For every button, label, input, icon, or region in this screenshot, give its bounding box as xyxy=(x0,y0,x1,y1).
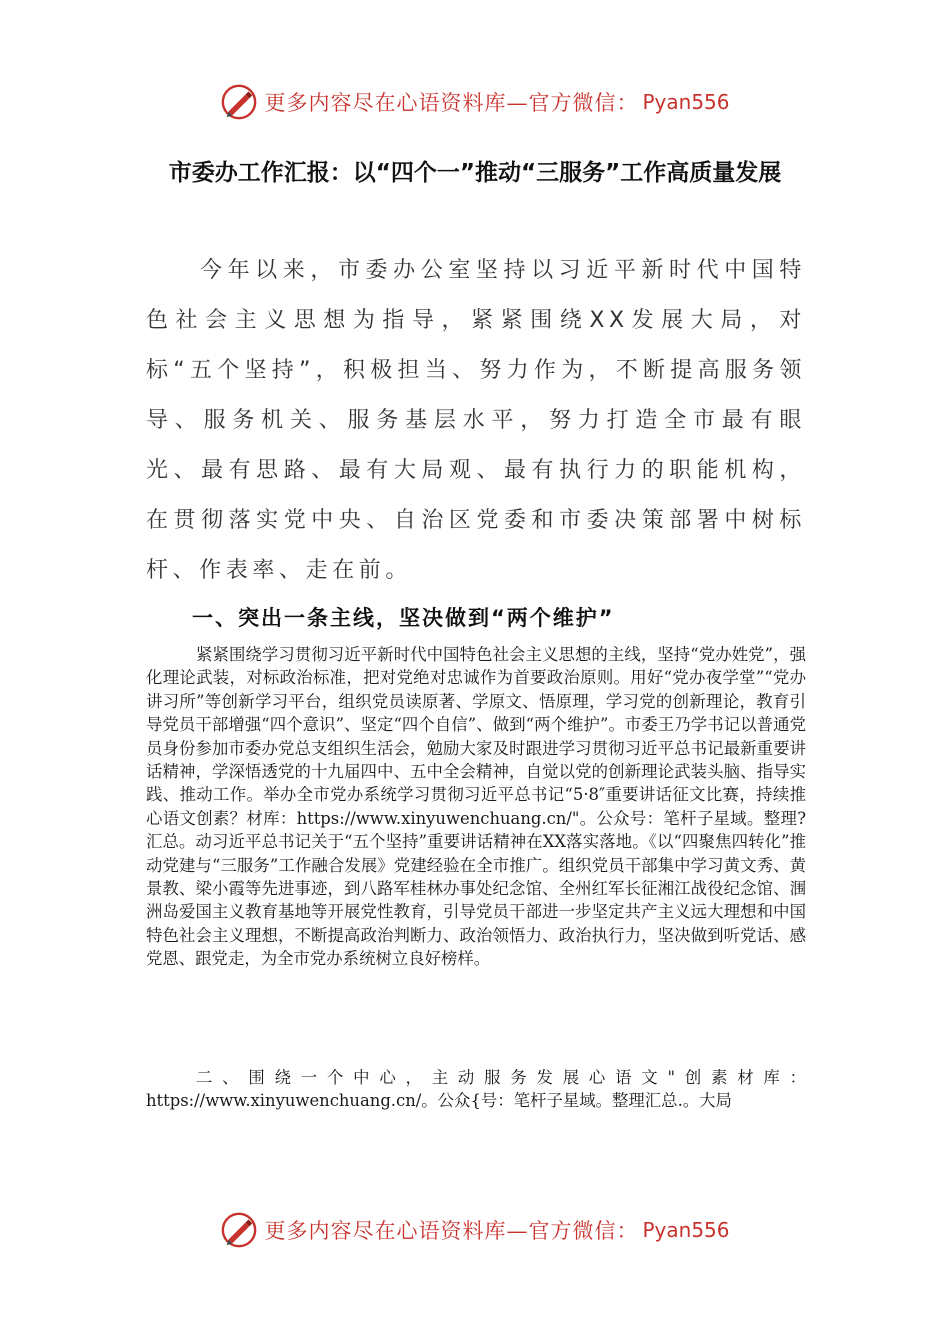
watermark-banner-top xyxy=(0,80,950,124)
section-2-paragraph: 二、围绕一个中心，主动服务发展心语文"创素材库：https://www.xinyuwenchuang.cn/。公众{号：笔杆子星域。整理汇总.。大局 xyxy=(146,1068,806,1111)
banner-text: 更多内容尽在心语资料库—官方微信： xyxy=(264,1219,639,1243)
pen-logo-icon xyxy=(220,1211,258,1249)
pen-logo-icon xyxy=(220,83,258,121)
watermark-banner-bottom xyxy=(0,1208,950,1252)
banner-handle: Pyan556 xyxy=(642,1218,730,1242)
intro-paragraph: 今年以来，市委办公室坚持以习近平新时代中国特色社会主义思想为指导，紧紧围绕XX发展大局，对标“五个坚持”，积极担当、努力作为，不断提高服务领导、服务机关、服务基层水平，努力打造全市最有眼光、最有思路、最有大局观、最有执行力的职能机构，在贯彻落实党中央、自治区党委和市委决策部署中树标杆、作表率、走在前。 xyxy=(146,258,806,583)
banner-text: 更多内容尽在心语资料库—官方微信： xyxy=(264,91,639,115)
banner-handle: Pyan556 xyxy=(642,90,730,114)
section-1-paragraph: 紧紧围绕学习贯彻习近平新时代中国特色社会主义思想的主线，坚持“党办姓党”，强化理论武装，对标政治标准，把对党绝对忠诚作为首要政治原则。用好“党办夜学堂”“党办讲习所”等创新学习平台，组织党员读原著、学原文、悟原理，学习党的创新理论，教育引导党员干部增强“四个意识”、坚定“四个自信”、做到“两个维护”。市委王乃学书记以普通党员身份参加市委办党总支组织生活会，勉励大家及时跟进学习贯彻习近平总书记最新重要讲话精神，学深悟透党的十九届四中、五中全会精神，自觉以党的创新理论武装头脑、指导实践、推动工作。举办全市党办系统学习贯彻习近平总书记“5·8″重要讲话征文比赛，持续推心语文创素？材库：https://www.xinyuwenchuang.cn/"。公众号：笔杆子星域。整理?汇总。动习近平总书记关于“五个坚持”重要讲话精神在XX落实落地。《以“四聚焦四转化”推动党建与“三服务”工作融合发展》党建经验在全市推广。组织党员干部集中学习黄文秀、黄景教、梁小霞等先进事迹，到八路军桂林办事处纪念馆、全州红军长征湘江战役纪念馆、涠洲岛爱国主义教育基地等开展党性教育，引导党员干部进一步坚定共产主义远大理想和中国特色社会主义理想，不断提高政治判断力、政治领悟力、政治执行力，坚决做到听党话、感党恩、跟党走，为全市党办系统树立良好榜样。 xyxy=(146,645,806,969)
document-title: 市委办工作汇报：以“四个一”推动“三服务”工作高质量发展 xyxy=(168,160,782,186)
section-heading-1: 一、突出一条主线，坚决做到“两个维护” xyxy=(192,606,615,630)
